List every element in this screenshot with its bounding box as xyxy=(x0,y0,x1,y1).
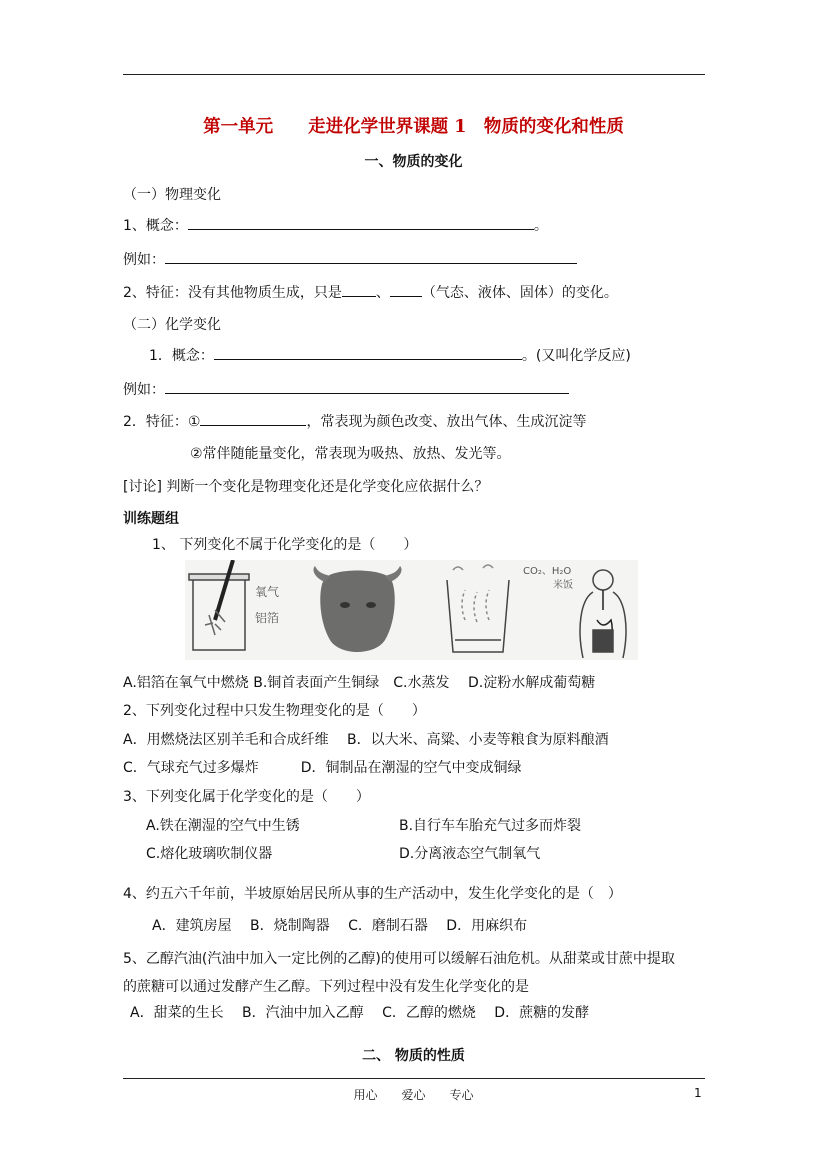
chemical-concept-label: 1．概念： xyxy=(149,348,214,364)
section-heading-1: 一、物质的变化 xyxy=(364,154,463,170)
question-1-options: A.铝箔在氧气中燃烧 B.铜首表面产生铜绿 C.水蒸发 D.淀粉水解成葡萄糖 xyxy=(123,675,596,691)
physical-heading: （一）物理变化 xyxy=(123,187,221,203)
physical-feature-pre: 2、特征：没有其他物质生成，只是 xyxy=(123,285,342,301)
chemical-example-label: 例如： xyxy=(123,382,165,398)
header-rule xyxy=(123,74,705,75)
chemical-concept-line xyxy=(149,345,631,365)
question-2-options-2: C．气球充气过多爆炸 D．铜制品在潮湿的空气中变成铜绿 xyxy=(123,760,522,776)
page-title: 第一单元 走进化学世界课题 1 物质的变化和性质 xyxy=(203,117,624,137)
question-4-options: A．建筑房屋 B．烧制陶器 C．磨制石器 D．用麻织布 xyxy=(152,918,528,934)
question-1-figures xyxy=(185,560,638,660)
exercises-heading: 训练题组 xyxy=(123,511,179,527)
oxygen-jar-figure xyxy=(189,560,249,650)
chemical-example-blank[interactable] xyxy=(165,379,569,394)
chemical-example-line xyxy=(123,379,569,399)
question-3-option-b: B.自行车车胎充气过多而炸裂 xyxy=(399,818,582,834)
physical-example-line xyxy=(123,249,577,269)
physical-example-label: 例如： xyxy=(123,252,165,268)
chemical-feature-2: ②常伴随能量变化，常表现为吸热、放热、发光等。 xyxy=(190,446,511,462)
chemical-feature-blank[interactable] xyxy=(200,411,306,426)
figure-label-rice: 米饭 xyxy=(553,580,573,591)
question-3-option-a: A.铁在潮湿的空气中生锈 xyxy=(146,818,300,834)
bronze-head-figure xyxy=(313,566,401,652)
chemical-feature-pre: 2．特征：① xyxy=(123,414,201,430)
footer-rule xyxy=(123,1078,705,1079)
question-2: 2、下列变化过程中只发生物理变化的是（ ） xyxy=(123,703,426,719)
physical-feature-line xyxy=(123,282,618,302)
question-3: 3、下列变化属于化学变化的是（ ） xyxy=(123,789,370,805)
chemical-heading: （二）化学变化 xyxy=(123,317,221,333)
figures-illustration xyxy=(185,560,638,660)
question-1: 1、 下列变化不属于化学变化的是（ ） xyxy=(152,537,418,553)
figure-label-formula: CO₂、H₂O xyxy=(523,566,572,577)
page-number: 1 xyxy=(694,1086,702,1100)
human-body-figure xyxy=(580,570,626,658)
physical-example-blank[interactable] xyxy=(165,249,577,264)
physical-concept-blank[interactable] xyxy=(188,215,534,230)
chemical-feature-line xyxy=(123,411,586,431)
chemical-feature-post: ，常表现为颜色改变、放出气体、生成沉淀等 xyxy=(306,414,587,430)
physical-concept-label: 1、概念： xyxy=(123,218,188,234)
figure-label-oxygen: 氧气 xyxy=(255,585,280,599)
question-4: 4、约五六千年前，半坡原始居民所从事的生产活动中，发生化学变化的是（ ） xyxy=(123,886,622,902)
physical-concept-end: 。 xyxy=(533,218,548,234)
chemical-concept-blank[interactable] xyxy=(214,345,522,360)
page-footer: 用心 爱心 专心 xyxy=(353,1088,474,1102)
discussion-prompt: [讨论] 判断一个变化是物理变化还是化学变化应依据什么？ xyxy=(123,479,489,495)
question-3-option-c: C.熔化玻璃吹制仪器 xyxy=(146,846,273,862)
physical-feature-sep: 、 xyxy=(375,285,390,301)
physical-feature-post: （气态、液体、固体）的变化。 xyxy=(421,285,618,301)
question-3-option-d: D.分离液态空气制氧气 xyxy=(399,846,541,862)
beaker-figure xyxy=(447,565,509,652)
physical-concept-line xyxy=(123,215,548,235)
question-5-line-2: 的蔗糖可以通过发酵产生乙醇。下列过程中没有发生化学变化的是 xyxy=(123,979,529,995)
physical-feature-blank-2[interactable] xyxy=(390,282,422,297)
question-2-options-1: A．用燃烧法区别羊毛和合成纤维 B．以大米、高粱、小麦等粮食为原料酿酒 xyxy=(123,732,609,748)
section-heading-2: 二、 物质的性质 xyxy=(362,1048,465,1064)
question-5-line-1: 5、乙醇汽油(汽油中加入一定比例的乙醇)的使用可以缓解石油危机。从甜菜或甘蔗中提取 xyxy=(123,951,675,967)
physical-feature-blank-1[interactable] xyxy=(342,282,376,297)
chemical-concept-end: 。(又叫化学反应) xyxy=(521,348,631,364)
figure-label-foil: 铝箔 xyxy=(255,611,280,625)
question-5-options: A．甜菜的生长 B．汽油中加入乙醇 C．乙醇的燃烧 D．蔗糖的发酵 xyxy=(130,1005,590,1021)
